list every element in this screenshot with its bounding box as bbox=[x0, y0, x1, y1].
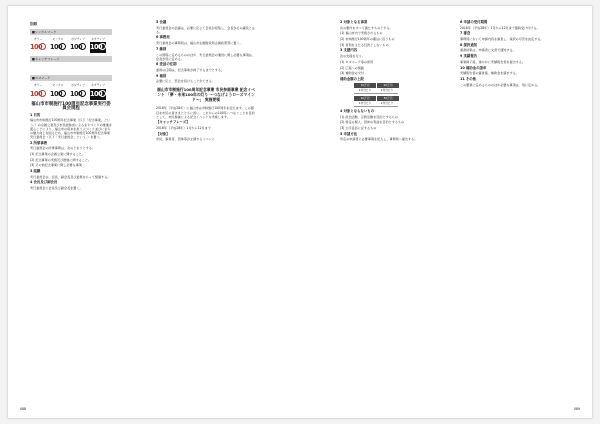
label: モノクロ bbox=[52, 83, 64, 88]
logo-mono bbox=[50, 42, 66, 53]
regulation-title: 福山市市制施行100周年記念事業実行委員会規程 bbox=[31, 101, 111, 111]
paragraph: (3) 補助金の交付 bbox=[340, 71, 364, 76]
paragraph: この規程に定めるもののほか、実行委員会の運営に関し必要な事項は、会長が別に定める。 bbox=[156, 52, 255, 61]
logo-color bbox=[30, 42, 46, 53]
table-cell: 10万円 bbox=[354, 96, 377, 101]
spacer bbox=[30, 64, 112, 72]
logo-number: 100 bbox=[50, 43, 62, 52]
paragraph: 【キャッチフレーズ】 bbox=[156, 120, 190, 125]
right-page bbox=[300, 6, 592, 418]
paragraph: 8 採択通知 bbox=[460, 42, 478, 47]
paragraph: 次の要件をすべて満たすものとする。 bbox=[340, 25, 393, 30]
left-column-1 bbox=[30, 20, 112, 192]
paragraph: 実行委員会は、会長、副会長及び委員をもって組織する。 bbox=[30, 174, 111, 179]
paragraph: 9 実績報告 bbox=[460, 54, 478, 59]
paragraph: 福山市市制施行100周年記念事業（以下「記念事業」という。）の企画立案及び市民総参加によるまちづくりの推進を図ることにより、福山市の将来を担う人づくり並びにまちの魅力向上を図るため、福山市市制施行100周年記念事業実行委員会（以下「実行委員会」という。）を置く。 bbox=[30, 118, 112, 139]
paragraph: 必要に応じ、部会を設けることができる。 bbox=[156, 79, 215, 84]
table-row bbox=[354, 101, 440, 107]
paragraph: 実行委員会の所掌事務は、次のとおりとする。 bbox=[30, 146, 95, 151]
band-catchphrase: ■キャッチフレーズ bbox=[30, 56, 112, 62]
paragraph: 3 組織 bbox=[30, 168, 41, 173]
paragraph: 7 審査 bbox=[460, 31, 471, 36]
paragraph: 6 申請の受付期間 bbox=[460, 20, 488, 24]
label: ネガティブ bbox=[91, 37, 105, 42]
paragraph: この要領に定めるもののほか必要な事項は、別に定める。 bbox=[460, 82, 541, 87]
logo-number: 100 bbox=[70, 43, 82, 52]
logo-number: 100 bbox=[30, 89, 42, 98]
paragraph: 6 事務局 bbox=[156, 35, 170, 40]
paragraph: 事務局において申請内容を審査し、採択の可否を決定する。 bbox=[460, 37, 544, 42]
right-column-2 bbox=[460, 20, 560, 88]
paragraph: 7 雑則 bbox=[156, 46, 167, 51]
band-symbol: ■シンボルマーク bbox=[30, 29, 112, 35]
paragraph: 2 対象となる事業 bbox=[340, 20, 368, 24]
ring-icon bbox=[99, 90, 106, 97]
ring-icon bbox=[59, 43, 66, 50]
ring-icon bbox=[39, 90, 46, 97]
symbol-logos bbox=[30, 42, 112, 53]
subsidy-table bbox=[354, 83, 440, 107]
logo-negative bbox=[90, 89, 106, 100]
heading: 別紙 bbox=[30, 22, 38, 26]
table-cell: 30万円 bbox=[377, 96, 400, 101]
paragraph: 2 所掌事務 bbox=[30, 140, 48, 145]
paragraph: 1 目的 bbox=[30, 112, 41, 117]
paragraph: (2) 特定の個人、団体の利益を目的とするもの bbox=[340, 120, 405, 125]
logo-number: 100 bbox=[70, 89, 82, 98]
ring-icon bbox=[79, 90, 86, 97]
table-title: 補助金額の上限 bbox=[340, 76, 364, 81]
label: モノクロ bbox=[52, 37, 64, 42]
paragraph: (1) 福山市内で実施されるもの bbox=[340, 31, 383, 36]
logo-number: 100 bbox=[50, 89, 62, 98]
label: ネガティブ bbox=[91, 83, 105, 88]
symbol-labels bbox=[30, 37, 112, 41]
paragraph: 実行委員会の会議は、必要に応じて会長が招集し、会長がその議長となる。 bbox=[156, 25, 255, 34]
paragraph: 5 申請方法 bbox=[340, 131, 358, 136]
left-page bbox=[8, 6, 300, 418]
paragraph: 委員の任期は、記念事業が終了するまでとする。 bbox=[156, 68, 225, 72]
logo-negative bbox=[90, 42, 106, 53]
ring-icon bbox=[59, 90, 66, 97]
label: ポジティブ bbox=[71, 83, 85, 88]
paragraph: 市民、事業者、団体等が主催するイベント bbox=[156, 137, 215, 142]
paragraph: 所定の申請書に必要事項を記入し、事務局へ提出する。 bbox=[340, 137, 418, 142]
label: カラー bbox=[33, 37, 43, 42]
paragraph: 2016年（平成28年）に福山市は市制施行100周年を迎えます。この節目を市民の皆さまとともに祝い、これからの100年へつなぐことを目的として、市民参画による記念イベントを実施します。 bbox=[156, 106, 255, 119]
ring-icon bbox=[39, 43, 46, 50]
paragraph: (3) 公序良俗に反するもの bbox=[340, 126, 377, 131]
paragraph: 11 その他 bbox=[460, 76, 477, 81]
left-column-2 bbox=[156, 20, 256, 143]
paragraph: 5 会議 bbox=[156, 20, 167, 24]
logo-positive bbox=[70, 89, 86, 100]
logo-mono bbox=[50, 89, 66, 100]
paragraph: 審査結果は、申請者に文書で通知する。 bbox=[460, 48, 516, 53]
logo-color bbox=[30, 89, 46, 100]
logo-number: 100 bbox=[90, 89, 102, 98]
paragraph: (1) 記念事業の企画立案に関すること。 bbox=[30, 151, 85, 156]
paragraph: 4 対象とならないもの bbox=[340, 108, 375, 113]
wordmark-logos bbox=[30, 89, 112, 100]
body-text bbox=[30, 113, 112, 190]
paragraph: 3 支援内容 bbox=[340, 48, 358, 53]
paragraph: 事業終了後、速やかに実績報告書を提出する。 bbox=[460, 59, 525, 64]
paragraph: (2) 記念事業の実施及び推進に関すること。 bbox=[30, 157, 92, 162]
paragraph: 実行委員会に会長及び副会長を置く。 bbox=[30, 186, 83, 190]
paragraph: 10 補助金の請求 bbox=[460, 65, 487, 70]
table-cell: 1件当たり bbox=[376, 88, 398, 94]
logo-positive bbox=[70, 42, 86, 53]
paragraph: 9 補則 bbox=[156, 73, 167, 78]
paragraph: (1) ロゴマーク等の使用 bbox=[340, 59, 374, 64]
ring-icon bbox=[79, 43, 86, 50]
label: カラー bbox=[33, 83, 43, 88]
paragraph: (2) 市制施行100周年の趣旨に沿うもの bbox=[340, 37, 395, 42]
table-cell: 1件当たり bbox=[354, 101, 376, 107]
page-number-right: 089 bbox=[573, 407, 580, 411]
paragraph: (2) 広報への掲載 bbox=[340, 65, 364, 70]
logo-labels bbox=[30, 83, 112, 87]
paragraph: (3) その他記念事業に関し必要な事項 bbox=[30, 163, 82, 168]
event-title: 福山市市制施行100周年記念事業 市民参画事業 記念イベント 「夢・未来100年の灯り ～つなげようローズマインド～」 実施要領 bbox=[157, 87, 255, 103]
paragraph: 実績報告書の審査後、補助金を請求する。 bbox=[460, 71, 519, 76]
paragraph: (1) 政治活動、宗教活動を目的とするもの bbox=[340, 114, 398, 119]
table-cell: 1件当たり bbox=[376, 101, 398, 107]
paragraph: 2016年（平成28年）1月から12月まで bbox=[156, 126, 211, 131]
table-cell: 1件当たり bbox=[354, 88, 376, 94]
paragraph: 8 委員の任期 bbox=[156, 62, 177, 67]
paragraph: 次の支援を行う。 bbox=[340, 54, 365, 59]
label: ポジティブ bbox=[71, 37, 85, 42]
paragraph: (3) 営利を主たる目的としないもの bbox=[340, 42, 389, 47]
table-row bbox=[354, 88, 440, 94]
logo-number: 100 bbox=[90, 43, 102, 52]
page-number-left: 088 bbox=[20, 407, 27, 411]
paragraph: 2016年（平成28年）1月から12月まで随時受け付ける。 bbox=[460, 25, 540, 30]
band-logo: ■ロゴマーク bbox=[30, 75, 112, 81]
paragraph: 【対象】 bbox=[156, 131, 170, 136]
logo-number: 100 bbox=[30, 43, 42, 52]
ring-icon bbox=[99, 43, 106, 50]
right-column-1 bbox=[340, 20, 440, 143]
table-cell: 20万円 bbox=[377, 83, 400, 88]
table-cell: 10万円 bbox=[354, 83, 377, 88]
paragraph: 4 会長及び副会長 bbox=[30, 180, 58, 185]
document-spread bbox=[8, 6, 592, 418]
paragraph: 実行委員会の事務局は、福山市企画財政局企画政策部に置く。 bbox=[156, 41, 243, 46]
